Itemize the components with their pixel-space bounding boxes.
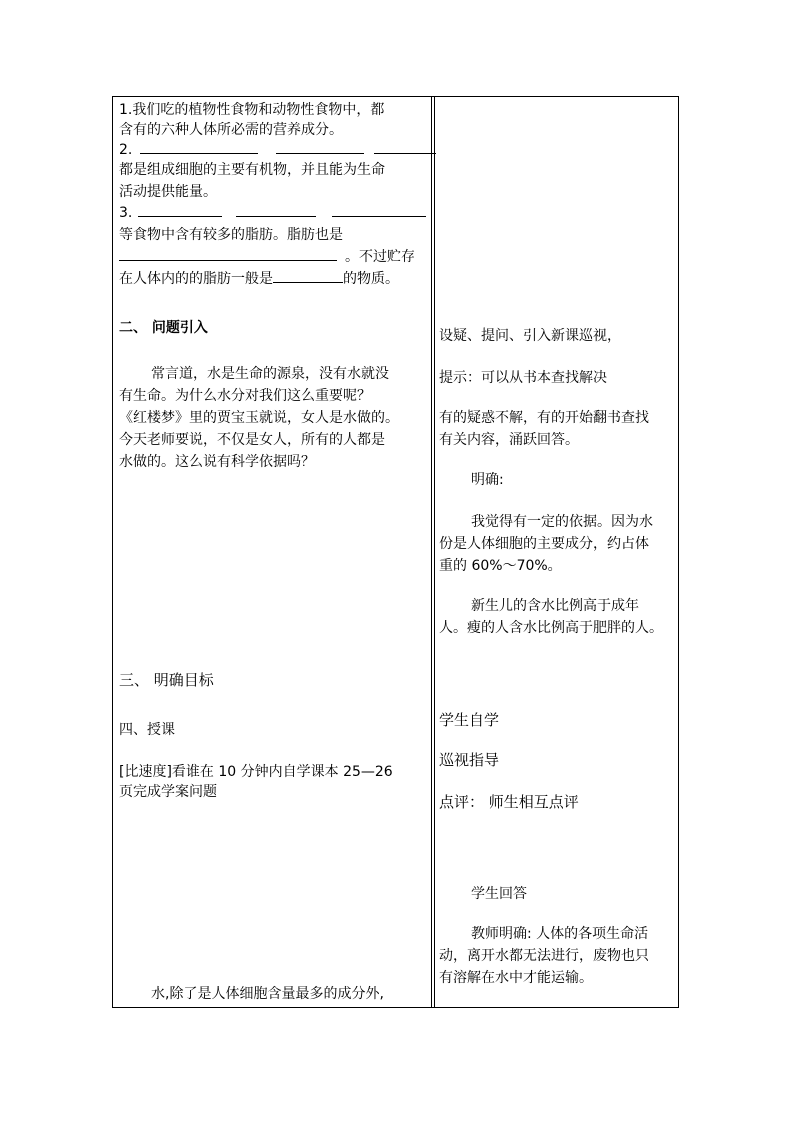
fill-blank xyxy=(332,202,426,217)
question-2-line-2: 都是组成细胞的主要有机物，并且能为生命 xyxy=(119,162,385,178)
section-2-title: 二、 问题引入 xyxy=(119,320,208,336)
speed-task-line-2: 页完成学案问题 xyxy=(119,784,217,800)
intro-line-5: 水做的。这么说有科学依据吗？ xyxy=(119,454,315,470)
fact-line-2: 人。瘦的人含水比例高于肥胖的人。 xyxy=(439,620,663,636)
fill-blank xyxy=(119,246,337,261)
question-2-number: 2. xyxy=(119,142,133,158)
question-3-number: 3. xyxy=(119,205,133,221)
answer-line-1: 我觉得有一定的依据。因为水 xyxy=(471,514,653,530)
peer-review: 点评： 师生相互点评 xyxy=(439,793,579,811)
question-3-line-4: 在人体内的的脂肪一般是 的物质。 xyxy=(119,268,399,290)
fill-blank xyxy=(138,202,222,217)
patrol-guidance: 巡视指导 xyxy=(439,751,500,769)
question-2-line-3: 活动提供能量。 xyxy=(119,184,217,200)
question-3-line-3: 。不过贮存 xyxy=(119,246,415,268)
question-3-line-1 xyxy=(119,202,426,224)
fill-blank xyxy=(140,139,258,154)
intro-line-4: 今天老师要说，不仅是女人，所有的人都是 xyxy=(119,432,385,448)
bottom-text-line: 水,除了是人体细胞含量最多的成分外, xyxy=(151,986,384,1002)
section-4-title: 四、授课 xyxy=(119,722,175,738)
section-3-title: 三、 明确目标 xyxy=(119,671,214,689)
fact-line-1: 新生儿的含水比例高于成年 xyxy=(471,598,639,614)
teacher-hint: 提示：可以从书本查找解决 xyxy=(439,370,607,386)
teacher-clarify-line-1: 教师明确: 人体的各项生命活 xyxy=(471,926,649,942)
teacher-activity-1: 设疑、提问、引入新课巡视， xyxy=(439,328,621,344)
intro-line-2: 有生命。为什么水分对我们这么重要呢？ xyxy=(119,388,371,404)
student-answer-label: 学生回答 xyxy=(471,886,527,902)
student-response-line-2: 有关内容，涌跃回答。 xyxy=(439,432,579,448)
student-response-line-1: 有的疑惑不解，有的开始翻书查找 xyxy=(439,410,649,426)
question-3-line-2: 等食物中含有较多的脂肪。脂肪也是 xyxy=(119,227,343,243)
answer-line-3: 重的 60%～70%。 xyxy=(439,558,562,574)
teacher-clarify-line-2: 动，离开水都无法进行，废物也只 xyxy=(439,948,649,964)
lesson-table xyxy=(112,96,679,1008)
question-1-line-2: 含有的六种人体所必需的营养成分。 xyxy=(119,122,343,138)
teacher-clarify-line-3: 有溶解在水中才能运输。 xyxy=(439,970,593,986)
question-1-line-1: 1.我们吃的植物性食物和动物性食物中，都 xyxy=(119,102,385,118)
student-self-study: 学生自学 xyxy=(439,711,500,729)
fill-blank xyxy=(374,139,436,154)
question-2-line-1 xyxy=(119,139,436,161)
fill-blank xyxy=(276,139,364,154)
fill-blank xyxy=(273,268,343,283)
column-divider-inner xyxy=(434,97,435,1007)
fill-blank xyxy=(236,202,316,217)
answer-line-2: 份是人体细胞的主要成分，约占体 xyxy=(439,536,649,552)
clarify-label: 明确: xyxy=(471,472,504,488)
intro-line-3: 《红楼梦》里的贾宝玉就说，女人是水做的。 xyxy=(119,410,399,426)
speed-task-line-1: [比速度]看谁在 10 分钟内自学课本 25—26 xyxy=(119,764,393,780)
intro-line-1: 常言道，水是生命的源泉，没有水就没 xyxy=(151,366,389,382)
column-divider xyxy=(431,97,432,1007)
